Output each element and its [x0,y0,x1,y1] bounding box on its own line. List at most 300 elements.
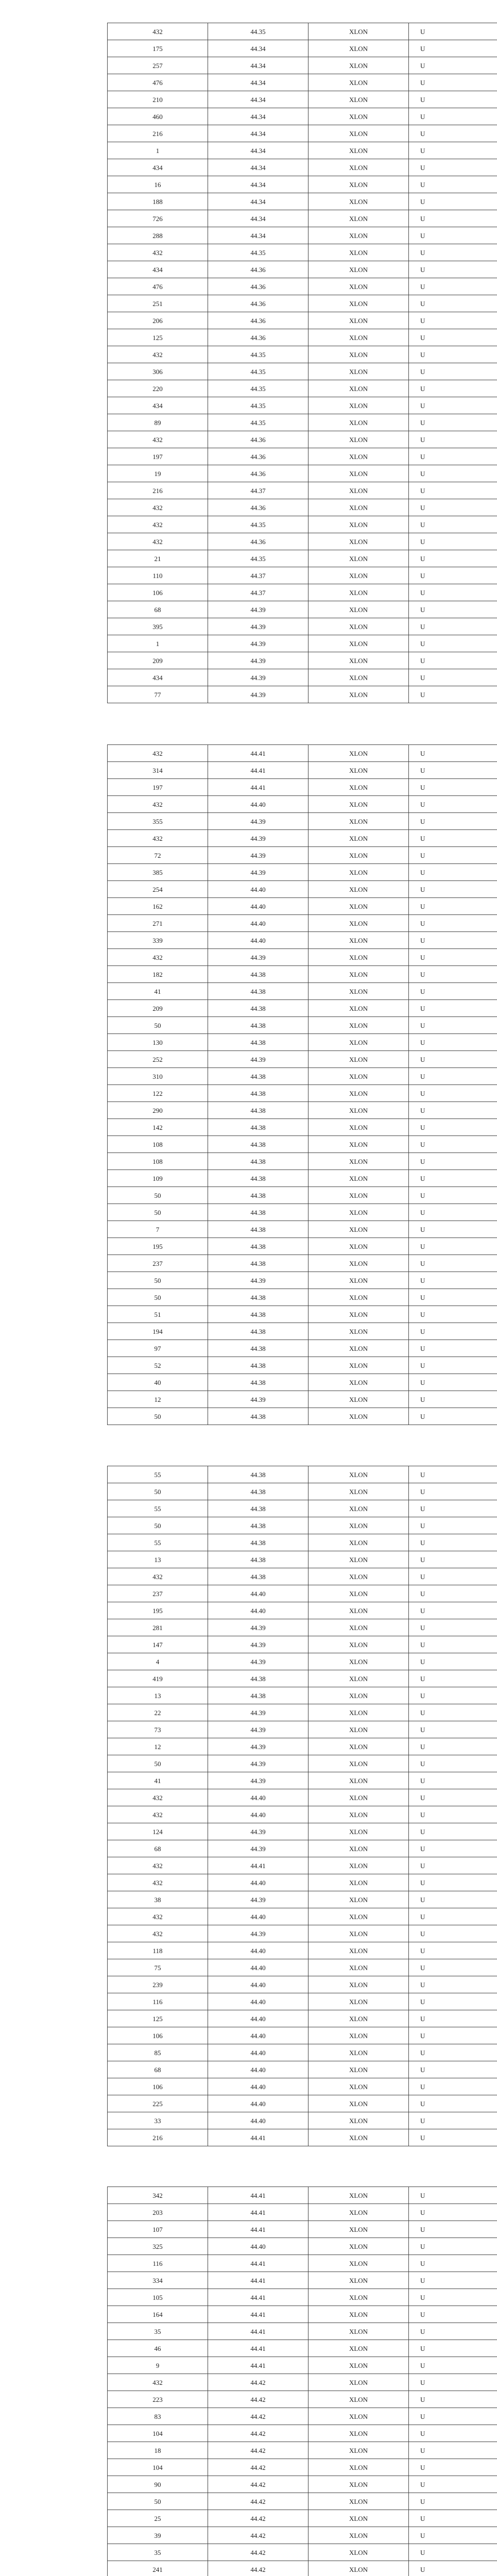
price-cell: 44.39 [208,1772,309,1789]
price-cell: 44.39 [208,813,309,830]
flag-cell: U [409,898,497,915]
table-row [108,1340,497,1357]
price-cell: 44.38 [208,1534,309,1551]
venue-cell: XLON [309,618,409,635]
table-row [108,278,497,295]
table-row [108,1636,497,1653]
venue-cell: XLON [309,2425,409,2442]
price-cell: 44.38 [208,1670,309,1687]
table-row [108,1187,497,1204]
volume-cell: 85 [108,2044,208,2061]
volume-cell: 162 [108,898,208,915]
venue-cell: XLON [309,2493,409,2510]
table-row [108,567,497,584]
volume-cell: 142 [108,1119,208,1136]
volume-cell: 106 [108,2078,208,2095]
volume-cell: 125 [108,329,208,346]
price-cell: 44.39 [208,1051,309,1068]
venue-cell: XLON [309,2027,409,2044]
flag-cell: U [409,2544,497,2561]
volume-cell: 432 [108,1908,208,1925]
flag-cell: U [409,2459,497,2476]
flag-cell: U [409,1636,497,1653]
price-cell: 44.39 [208,1272,309,1289]
table-row [108,2323,497,2340]
flag-cell: U [409,261,497,278]
volume-cell: 334 [108,2272,208,2289]
volume-cell: 434 [108,261,208,278]
volume-cell: 50 [108,2493,208,2510]
flag-cell: U [409,2112,497,2129]
flag-cell: U [409,1806,497,1823]
venue-cell: XLON [309,1170,409,1187]
volume-cell: 7 [108,1221,208,1238]
price-cell: 44.38 [208,1136,309,1153]
flag-cell: U [409,1619,497,1636]
table-row [108,1908,497,1925]
venue-cell: XLON [309,1017,409,1034]
venue-cell: XLON [309,601,409,618]
volume-cell: 395 [108,618,208,635]
venue-cell: XLON [309,1704,409,1721]
venue-cell: XLON [309,244,409,261]
table-row [108,414,497,431]
price-cell: 44.42 [208,2476,309,2493]
venue-cell: XLON [309,397,409,414]
table-row [108,1500,497,1517]
table-row [108,431,497,448]
flag-cell: U [409,2255,497,2272]
price-cell: 44.39 [208,1653,309,1670]
flag-cell: U [409,1942,497,1959]
price-cell: 44.35 [208,244,309,261]
table-row [108,949,497,966]
price-cell: 44.38 [208,1517,309,1534]
venue-cell: XLON [309,949,409,966]
table-row [108,1221,497,1238]
flag-cell: U [409,380,497,397]
price-cell: 44.38 [208,1187,309,1204]
price-cell: 44.40 [208,881,309,898]
price-cell: 44.40 [208,1942,309,1959]
venue-cell: XLON [309,1789,409,1806]
table-row [108,227,497,244]
volume-cell: 110 [108,567,208,584]
flag-cell: U [409,2510,497,2527]
volume-cell: 108 [108,1136,208,1153]
flag-cell: U [409,762,497,779]
table-row [108,210,497,227]
venue-cell: XLON [309,1323,409,1340]
venue-cell: XLON [309,584,409,601]
price-cell: 44.37 [208,584,309,601]
volume-cell: 432 [108,745,208,762]
venue-cell: XLON [309,1721,409,1738]
venue-cell: XLON [309,2078,409,2095]
volume-cell: 281 [108,1619,208,1636]
flag-cell: U [409,312,497,329]
table-row [108,2340,497,2357]
flag-cell: U [409,414,497,431]
price-cell: 44.36 [208,533,309,550]
price-cell: 44.38 [208,1017,309,1034]
flag-cell: U [409,278,497,295]
flag-cell: U [409,1857,497,1874]
flag-cell: U [409,813,497,830]
table-row [108,652,497,669]
volume-cell: 25 [108,2510,208,2527]
table-row [108,516,497,533]
flag-cell: U [409,567,497,584]
volume-cell: 241 [108,2561,208,2576]
table-row [108,915,497,932]
flag-cell: U [409,1238,497,1255]
flag-cell: U [409,1391,497,1408]
table-row [108,2476,497,2493]
price-cell: 44.37 [208,482,309,499]
flag-cell: U [409,448,497,465]
volume-cell: 104 [108,2425,208,2442]
volume-cell: 4 [108,1653,208,1670]
flag-cell: U [409,1136,497,1153]
volume-cell: 13 [108,1687,208,1704]
volume-cell: 726 [108,210,208,227]
venue-cell: XLON [309,431,409,448]
flag-cell: U [409,1170,497,1187]
volume-cell: 225 [108,2095,208,2112]
table-row [108,380,497,397]
venue-cell: XLON [309,1823,409,1840]
price-cell: 44.37 [208,567,309,584]
table-row [108,1602,497,1619]
venue-cell: XLON [309,1466,409,1483]
volume-cell: 39 [108,2527,208,2544]
venue-cell: XLON [309,210,409,227]
venue-cell: XLON [309,1619,409,1636]
volume-cell: 432 [108,1925,208,1942]
volume-cell: 432 [108,1806,208,1823]
flag-cell: U [409,1323,497,1340]
venue-cell: XLON [309,2374,409,2391]
venue-cell: XLON [309,1738,409,1755]
table-row [108,618,497,635]
table-row [108,1789,497,1806]
flag-cell: U [409,2408,497,2425]
venue-cell: XLON [309,898,409,915]
flag-cell: U [409,1704,497,1721]
flag-cell: U [409,1789,497,1806]
table-row [108,1823,497,1840]
flag-cell: U [409,1993,497,2010]
venue-cell: XLON [309,1221,409,1238]
venue-cell: XLON [309,159,409,176]
flag-cell: U [409,864,497,881]
table-row [108,1068,497,1085]
volume-cell: 107 [108,2221,208,2238]
volume-cell: 55 [108,1466,208,1483]
volume-cell: 290 [108,1102,208,1119]
table-row [108,1483,497,1500]
venue-cell: XLON [309,533,409,550]
flag-cell: U [409,2374,497,2391]
price-cell: 44.34 [208,74,309,91]
venue-cell: XLON [309,635,409,652]
flag-cell: U [409,40,497,57]
price-cell: 44.36 [208,465,309,482]
price-cell: 44.36 [208,499,309,516]
flag-cell: U [409,1517,497,1534]
flag-cell: U [409,1289,497,1306]
volume-cell: 194 [108,1323,208,1340]
venue-cell: XLON [309,1204,409,1221]
venue-cell: XLON [309,465,409,482]
price-cell: 44.38 [208,1551,309,1568]
venue-cell: XLON [309,2272,409,2289]
flag-cell: U [409,2527,497,2544]
flag-cell: U [409,830,497,847]
venue-cell: XLON [309,40,409,57]
venue-cell: XLON [309,2340,409,2357]
table-row [108,2095,497,2112]
table-row [108,2408,497,2425]
price-cell: 44.40 [208,1602,309,1619]
venue-cell: XLON [309,2255,409,2272]
volume-cell: 164 [108,2306,208,2323]
price-cell: 44.42 [208,2425,309,2442]
venue-cell: XLON [309,1636,409,1653]
venue-cell: XLON [309,414,409,431]
flag-cell: U [409,983,497,1000]
volume-cell: 432 [108,1568,208,1585]
table-row [108,745,497,762]
table-row [108,1653,497,1670]
venue-cell: XLON [309,796,409,813]
price-cell: 44.38 [208,1340,309,1357]
venue-cell: XLON [309,142,409,159]
flag-cell: U [409,431,497,448]
price-cell: 44.41 [208,2340,309,2357]
volume-cell: 195 [108,1602,208,1619]
flag-cell: U [409,881,497,898]
price-cell: 44.39 [208,949,309,966]
volume-cell: 1 [108,635,208,652]
volume-cell: 97 [108,1340,208,1357]
table-row [108,295,497,312]
flag-cell: U [409,2306,497,2323]
flag-cell: U [409,1068,497,1085]
flag-cell: U [409,932,497,949]
volume-cell: 118 [108,1942,208,1959]
volume-cell: 432 [108,796,208,813]
volume-cell: 223 [108,2391,208,2408]
price-cell: 44.39 [208,1391,309,1408]
price-cell: 44.41 [208,762,309,779]
price-cell: 44.36 [208,329,309,346]
flag-cell: U [409,1925,497,1942]
price-cell: 44.38 [208,1483,309,1500]
price-cell: 44.40 [208,1908,309,1925]
flag-cell: U [409,482,497,499]
price-cell: 44.40 [208,2095,309,2112]
table-row [108,1272,497,1289]
price-cell: 44.42 [208,2391,309,2408]
price-cell: 44.38 [208,1255,309,1272]
volume-cell: 434 [108,397,208,414]
volume-cell: 13 [108,1551,208,1568]
volume-cell: 419 [108,1670,208,1687]
venue-cell: XLON [309,2306,409,2323]
volume-cell: 116 [108,2255,208,2272]
price-cell: 44.38 [208,1357,309,1374]
table-row [108,1034,497,1051]
table-row [108,346,497,363]
flag-cell: U [409,1585,497,1602]
volume-cell: 385 [108,864,208,881]
volume-cell: 216 [108,482,208,499]
price-cell: 44.41 [208,2187,309,2204]
price-cell: 44.40 [208,2027,309,2044]
table-row [108,2129,497,2146]
volume-cell: 35 [108,2544,208,2561]
table-row [108,159,497,176]
price-cell: 44.42 [208,2493,309,2510]
venue-cell: XLON [309,745,409,762]
flag-cell: U [409,2476,497,2493]
price-cell: 44.39 [208,1891,309,1908]
table-row [108,2078,497,2095]
venue-cell: XLON [309,2476,409,2493]
volume-cell: 460 [108,108,208,125]
flag-cell: U [409,1721,497,1738]
flag-cell: U [409,1272,497,1289]
flag-cell: U [409,2221,497,2238]
price-cell: 44.39 [208,1823,309,1840]
volume-cell: 50 [108,1204,208,1221]
volume-cell: 197 [108,448,208,465]
price-cell: 44.41 [208,2272,309,2289]
flag-cell: U [409,1187,497,1204]
volume-cell: 206 [108,312,208,329]
price-cell: 44.38 [208,1568,309,1585]
table-row [108,142,497,159]
venue-cell: XLON [309,2187,409,2204]
price-cell: 44.38 [208,1153,309,1170]
price-cell: 44.41 [208,2289,309,2306]
flag-cell: U [409,193,497,210]
venue-cell: XLON [309,1153,409,1170]
volume-cell: 254 [108,881,208,898]
volume-cell: 18 [108,2442,208,2459]
flag-cell: U [409,1357,497,1374]
price-cell: 44.38 [208,1687,309,1704]
venue-cell: XLON [309,1085,409,1102]
table-row [108,499,497,516]
table-row [108,1204,497,1221]
price-cell: 44.41 [208,2255,309,2272]
flag-cell: U [409,2238,497,2255]
volume-cell: 210 [108,91,208,108]
table-row [108,448,497,465]
flag-cell: U [409,329,497,346]
price-cell: 44.34 [208,142,309,159]
price-cell: 44.41 [208,1857,309,1874]
venue-cell: XLON [309,1585,409,1602]
table-row [108,966,497,983]
venue-cell: XLON [309,23,409,40]
volume-cell: 33 [108,2112,208,2129]
price-cell: 44.40 [208,2010,309,2027]
price-cell: 44.34 [208,159,309,176]
price-cell: 44.42 [208,2374,309,2391]
table-row [108,1755,497,1772]
venue-cell: XLON [309,2510,409,2527]
price-cell: 44.42 [208,2408,309,2425]
venue-cell: XLON [309,1051,409,1068]
table-row [108,898,497,915]
volume-cell: 89 [108,414,208,431]
venue-cell: XLON [309,2221,409,2238]
flag-cell: U [409,1204,497,1221]
venue-cell: XLON [309,1670,409,1687]
price-cell: 44.39 [208,847,309,864]
table-row [108,1289,497,1306]
venue-cell: XLON [309,966,409,983]
venue-cell: XLON [309,57,409,74]
table-row [108,329,497,346]
table-row [108,1374,497,1391]
table-row [108,686,497,703]
volume-cell: 50 [108,1755,208,1772]
flag-cell: U [409,125,497,142]
volume-cell: 41 [108,1772,208,1789]
venue-cell: XLON [309,2112,409,2129]
venue-cell: XLON [309,1255,409,1272]
price-cell: 44.35 [208,397,309,414]
venue-cell: XLON [309,1408,409,1425]
price-cell: 44.38 [208,983,309,1000]
flag-cell: U [409,652,497,669]
flag-cell: U [409,847,497,864]
flag-cell: U [409,1687,497,1704]
table-row [108,1391,497,1408]
venue-cell: XLON [309,2561,409,2576]
price-cell: 44.34 [208,227,309,244]
flag-cell: U [409,2010,497,2027]
volume-cell: 237 [108,1585,208,1602]
volume-cell: 209 [108,652,208,669]
flag-cell: U [409,2095,497,2112]
flag-cell: U [409,584,497,601]
table-row [108,1517,497,1534]
price-cell: 44.38 [208,1085,309,1102]
price-cell: 44.38 [208,1034,309,1051]
volume-cell: 68 [108,1840,208,1857]
table-row [108,1993,497,2010]
price-cell: 44.39 [208,1755,309,1772]
table-row [108,1704,497,1721]
table-row [108,669,497,686]
venue-cell: XLON [309,312,409,329]
price-cell: 44.41 [208,2129,309,2146]
venue-cell: XLON [309,2095,409,2112]
volume-cell: 209 [108,1000,208,1017]
volume-cell: 432 [108,533,208,550]
table-row [108,2204,497,2221]
volume-cell: 432 [108,1874,208,1891]
volume-cell: 106 [108,2027,208,2044]
flag-cell: U [409,1102,497,1119]
venue-cell: XLON [309,2459,409,2476]
